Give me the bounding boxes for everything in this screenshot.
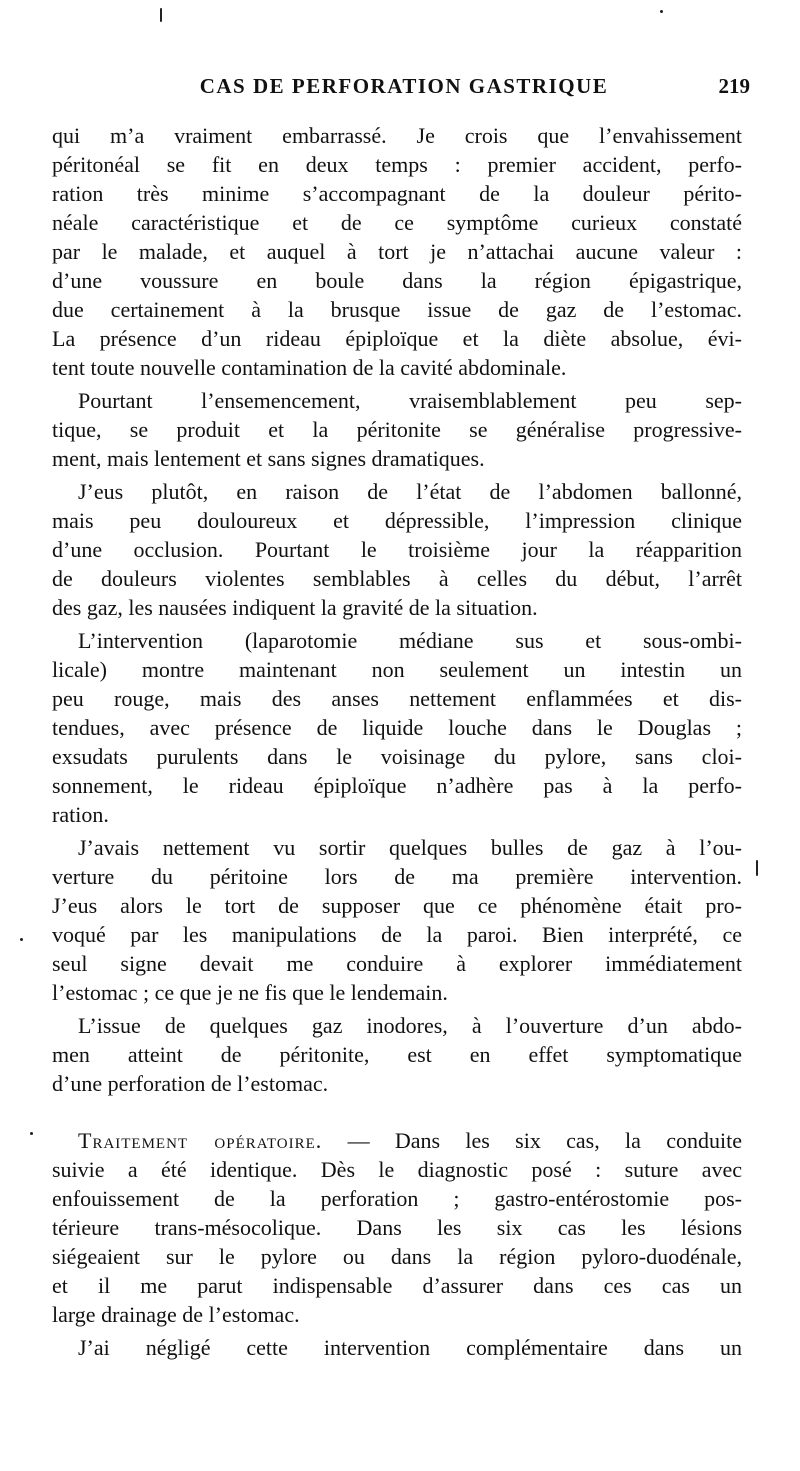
- text-line: d’une occlusion. Pourtant le troisième jour la réapparition: [52, 537, 742, 562]
- scan-speck: [20, 938, 23, 941]
- section-paragraph: [52, 1126, 742, 1329]
- text-line: par le malade, et auquel à tort je n’attachai aucune valeur :: [52, 239, 742, 264]
- paragraph: [52, 1011, 742, 1098]
- text-line: qui m’a vraiment embarrassé. Je crois que l’envahissement: [52, 123, 742, 148]
- text-line: ration très minime s’accompagnant de la douleur périto-: [52, 181, 742, 206]
- scan-speck: [756, 860, 758, 876]
- text-line: d’une voussure en boule dans la région épigastrique,: [52, 268, 742, 293]
- text-line: [52, 1126, 742, 1155]
- text-line: L’issue de quelques gaz inodores, à l’ouverture d’un abdo-: [78, 1013, 742, 1038]
- text-line: due certainement à la brusque issue de gaz de l’estomac.: [52, 297, 742, 322]
- paragraph: [52, 386, 742, 473]
- text-line: ment, mais lentement et sans signes dramatiques.: [52, 446, 485, 471]
- text-line: J’eus alors le tort de supposer que ce phénomène était pro-: [52, 893, 742, 918]
- text-line: ration.: [52, 802, 109, 827]
- text-line: et il me parut indispensable d’assurer dans ces cas un: [52, 1273, 742, 1298]
- text-line: large drainage de l’estomac.: [52, 1302, 300, 1327]
- text-line: voqué par les manipulations de la paroi. Bien interprété, ce: [52, 922, 742, 947]
- text-line: enfouissement de la perforation ; gastro-entérostomie pos-: [52, 1186, 742, 1211]
- text-line: tique, se produit et la péritonite se généralise progressive-: [52, 417, 742, 442]
- text-line: J’ai négligé cette intervention complémentaire dans un: [78, 1335, 742, 1360]
- text-line: de douleurs violentes semblables à celles du début, l’arrêt: [52, 566, 742, 591]
- body-text: [52, 121, 742, 1366]
- paragraph: [52, 477, 742, 622]
- text-line: térieure trans-mésocolique. Dans les six cas les lésions: [52, 1215, 742, 1240]
- scan-speck: [30, 1132, 33, 1135]
- text-line: L’intervention (laparotomie médiane sus et sous-ombi-: [78, 628, 742, 653]
- text-line: tent toute nouvelle contamination de la cavité abdominale.: [52, 355, 567, 380]
- text-line: siégeaient sur le pylore ou dans la région pyloro-duodénale,: [52, 1244, 742, 1269]
- text-line: Pourtant l’ensemencement, vraisemblablement peu sep-: [78, 388, 742, 413]
- section-heading-continuation: — Dans les six cas, la conduite: [322, 1128, 742, 1153]
- page-header: [58, 74, 750, 108]
- page-number: 219: [718, 74, 750, 98]
- section-spacer: [52, 1102, 742, 1126]
- paragraph: [52, 121, 742, 382]
- text-line: J’avais nettement vu sortir quelques bulles de gaz à l’ou-: [78, 835, 742, 860]
- text-line: exsudats purulents dans le voisinage du pylore, sans cloi-: [52, 744, 742, 769]
- section-heading: Traitement opératoire.: [78, 1128, 323, 1153]
- text-line: l’estomac ; ce que je ne fis que le lendemain.: [52, 980, 448, 1005]
- running-head: CAS DE PERFORATION GASTRIQUE: [199, 74, 609, 98]
- scan-speck: [660, 10, 663, 13]
- text-line: mais peu douloureux et dépressible, l’impression clinique: [52, 508, 742, 533]
- text-line: men atteint de péritonite, est en effet symptomatique: [52, 1042, 742, 1067]
- scan-speck: [160, 8, 162, 22]
- text-line: peu rouge, mais des anses nettement enflammées et dis-: [52, 686, 742, 711]
- text-line: verture du péritoine lors de ma première intervention.: [52, 864, 742, 889]
- paragraph: [52, 1333, 742, 1362]
- text-line: péritonéal se fit en deux temps : premier accident, perfo-: [52, 152, 742, 177]
- text-line: néale caractéristique et de ce symptôme curieux constaté: [52, 210, 742, 235]
- text-line: seul signe devait me conduire à explorer immédiatement: [52, 951, 742, 976]
- paragraph: [52, 626, 742, 829]
- text-line: des gaz, les nausées indiquent la gravité de la situation.: [52, 595, 538, 620]
- text-line: licale) montre maintenant non seulement un intestin un: [52, 657, 742, 682]
- text-line: d’une perforation de l’estomac.: [52, 1071, 329, 1096]
- text-line: suivie a été identique. Dès le diagnostic posé : suture avec: [52, 1157, 742, 1182]
- text-line: J’eus plutôt, en raison de l’état de l’abdomen ballonné,: [78, 479, 742, 504]
- text-line: tendues, avec présence de liquide louche dans le Douglas ;: [52, 715, 742, 740]
- text-line: La présence d’un rideau épiploïque et la diète absolue, évi-: [52, 326, 742, 351]
- paragraph: [52, 833, 742, 1007]
- text-line: sonnement, le rideau épiploïque n’adhère pas à la perfo-: [52, 773, 742, 798]
